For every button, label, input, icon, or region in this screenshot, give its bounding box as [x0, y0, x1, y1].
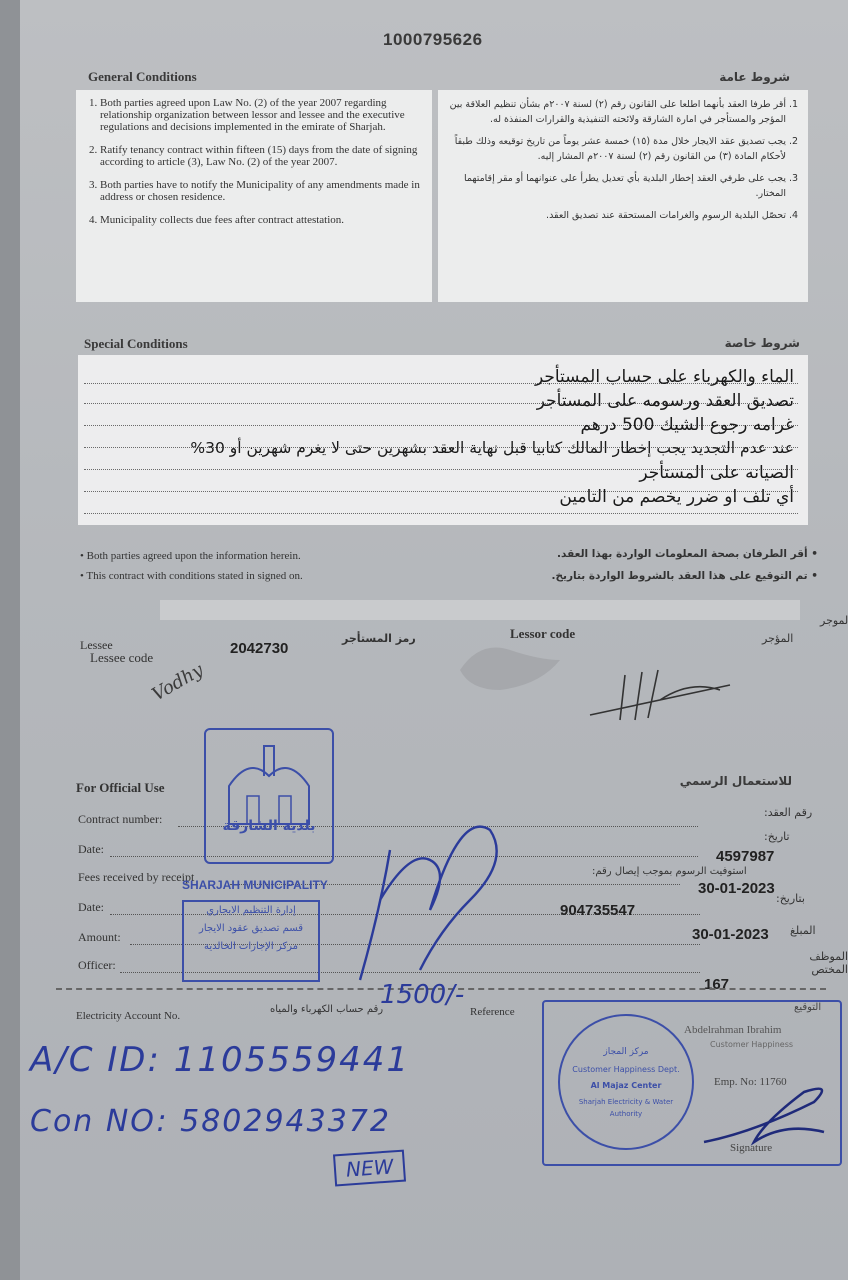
sewa-authority: Sharjah Electricity & Water Authority [578, 1098, 674, 1118]
sewa-center-en: Al Majaz Center [590, 1081, 662, 1090]
general-conditions-ar [440, 97, 804, 297]
agent-role: Customer Happiness [710, 1040, 794, 1049]
condition-ar-2: 2. يجب تصديق عقد الايجار خلال مدة (١٥) خمسة عشر يوماً من تاريخ توقيعه وذلك طبقاً لأحكام المادة (٣) من القانون رقم (٢) لسنة ٢٠٠٧م المشار إليه. [440, 134, 786, 164]
date2-ar: بتاريخ: [776, 892, 805, 905]
lessee-label: Lessee [80, 638, 113, 652]
electricity-account-ar: رقم حساب الكهرباء والمياه [270, 1004, 384, 1015]
handwritten-connection-no: Con NO: 5802943372 [30, 1104, 391, 1139]
ink-smudge [440, 630, 580, 700]
note-en-1: • Both parties agreed upon the information herein. [80, 550, 301, 562]
sewa-dept: Customer Happiness Dept. [572, 1065, 680, 1074]
condition-ar-1: 1. أقر طرفا العقد بأنهما اطلعا على القانون رقم (٢) لسنة ٢٠٠٧م بشأن تنظيم العلاقة بين المؤجر والمستأجر في امارة الشارقة ولائحته التنفيذية والقرارات المنفذة له. [440, 97, 786, 127]
reference-label: Reference [470, 1006, 515, 1018]
sewa-stamp-frame [542, 1000, 842, 1166]
official-use-title-ar: للاستعمال الرسمي [679, 774, 792, 788]
dotted-line [84, 513, 798, 514]
lessee-code-label: Lessee code [90, 650, 154, 665]
rent-department-stamp [182, 900, 320, 982]
sewa-signature [694, 1062, 834, 1152]
fees-date-value: 30-01-2023 [698, 880, 775, 897]
receipt-number-value: 904735547 [560, 902, 636, 919]
handwritten-account-id: A/C ID: 1105559441 [30, 1040, 411, 1080]
lessor-code-label: Lessor code [510, 626, 576, 641]
special-conditions-title-ar: شروط خاصة [724, 336, 800, 350]
tenancy-contract-page [20, 0, 848, 1280]
date-ar: تاريخ: [764, 830, 790, 843]
condition-ar-4: 4. تحصّل البلدية الرسوم والغرامات المستحقة عند تصديق العقد. [440, 208, 786, 223]
condition-en-2: 2. Ratify tenancy contract within fifteen (15) days from the date of signing according to article (3), Law No. (2) of the year 2007. [100, 144, 428, 168]
contract-number-ar: رقم العقد: [764, 806, 813, 819]
agent-name: Abdelrahman Ibrahim [684, 1024, 782, 1036]
sewa-round-stamp [558, 1014, 694, 1150]
special-conditions-area [78, 355, 808, 525]
electricity-account-label: Electricity Account No. [76, 1010, 181, 1022]
special-condition-5: الصيانه على المستأجر [639, 463, 794, 483]
amount-date-value: 30-01-2023 [692, 926, 769, 943]
general-conditions-title-ar: شروط عامة [719, 70, 790, 84]
date-label: Date: [78, 842, 104, 856]
officer-label: Officer: [78, 958, 116, 972]
special-condition-6: أي تلف او ضرر يخصم من التامين [559, 487, 794, 507]
employee-number: Emp. No: 11760 [714, 1076, 787, 1088]
officer-value: 167 [704, 976, 730, 993]
municipality-stamp [204, 728, 334, 864]
special-condition-3: غرامه رجوع الشيك 500 درهم [580, 415, 794, 435]
municipality-name-ar: بلدية الشارقة [222, 818, 316, 834]
fees-received-ar: استوفيت الرسوم بموجب إيصال رقم: [592, 866, 747, 877]
lessor-edge-ar: لموجر [820, 614, 848, 627]
lessee-code-value: 2042730 [230, 640, 289, 657]
amount-label: Amount: [78, 930, 121, 944]
fees-received-label: Fees received by receipt [78, 870, 195, 884]
condition-en-1: 1. Both parties agreed upon Law No. (2) of the year 2007 regarding relationship organization between lessor and lessee and the executive regulations and decisions implemented in the emirate of Sharjah. [100, 97, 428, 133]
lessee-signature: Vodhy [148, 659, 208, 706]
sewa-center-ar: مركز المجاز [603, 1047, 649, 1057]
condition-en-3: 3. Both parties have to notify the Municipality of any amendments made in address or chosen residence. [100, 179, 428, 203]
condition-en-4: 4. Municipality collects due fees after contract attestation. [100, 214, 428, 226]
note-en-2: • This contract with conditions stated in signed on. [80, 570, 303, 582]
lessor-signature [580, 660, 740, 730]
signature-label-ar: التوقيع [794, 1002, 822, 1013]
stamp-line-1: إدارة التنظيم الايجاري [206, 905, 296, 916]
mosque-emblem-icon [219, 736, 319, 826]
signature-label: Signature [730, 1142, 773, 1154]
note-ar-1: • أقر الطرفان بصحة المعلومات الواردة بهذا العقد. [557, 548, 818, 560]
official-use-title: For Official Use [76, 780, 165, 795]
stamp-line-3: مركز الإجازات الخالدية [203, 941, 298, 952]
handwritten-amount: 1500/- [380, 980, 465, 1010]
contract-number-label: Contract number: [78, 812, 163, 826]
stamp-line-2: قسم تصديق عقود الايجار [199, 923, 303, 934]
special-conditions-title: Special Conditions [84, 336, 188, 351]
special-condition-4: عند عدم التجديد يجب إخطار المالك كتابيا قبل نهاية العقد بشهرين حتى لا يغرم شهرين أو 30% [190, 439, 794, 457]
new-tag: NEW [333, 1150, 406, 1187]
special-condition-2: تصديق العقد ورسومه على المستأجر [536, 391, 794, 411]
condition-ar-3: 3. يجب على طرفي العقد إخطار البلدية بأي تعديل يطرأ على عنوانهما أو مقر إقامتهما المختار. [440, 171, 786, 201]
amount-ar: المبلغ [790, 924, 816, 937]
date-value: 4597987 [716, 848, 775, 865]
serial-number: 1000795626 [383, 30, 483, 49]
general-conditions-title: General Conditions [88, 69, 197, 84]
general-conditions-en [78, 97, 428, 297]
lessee-code-ar: رمز المستأجر [342, 632, 416, 645]
official-signature [320, 790, 520, 990]
date2-label: Date: [78, 900, 104, 914]
redacted-strip [160, 600, 800, 620]
officer-ar: الموظف المختص [809, 950, 848, 976]
lessor-label-ar: المؤجر [762, 632, 794, 645]
municipality-name-en: SHARJAH MUNICIPALITY [182, 878, 328, 892]
special-condition-1: الماء والكهرباء على حساب المستأجر [534, 367, 794, 387]
note-ar-2: • تم التوقيع على هذا العقد بالشروط الواردة بتاريخ. [551, 570, 818, 582]
